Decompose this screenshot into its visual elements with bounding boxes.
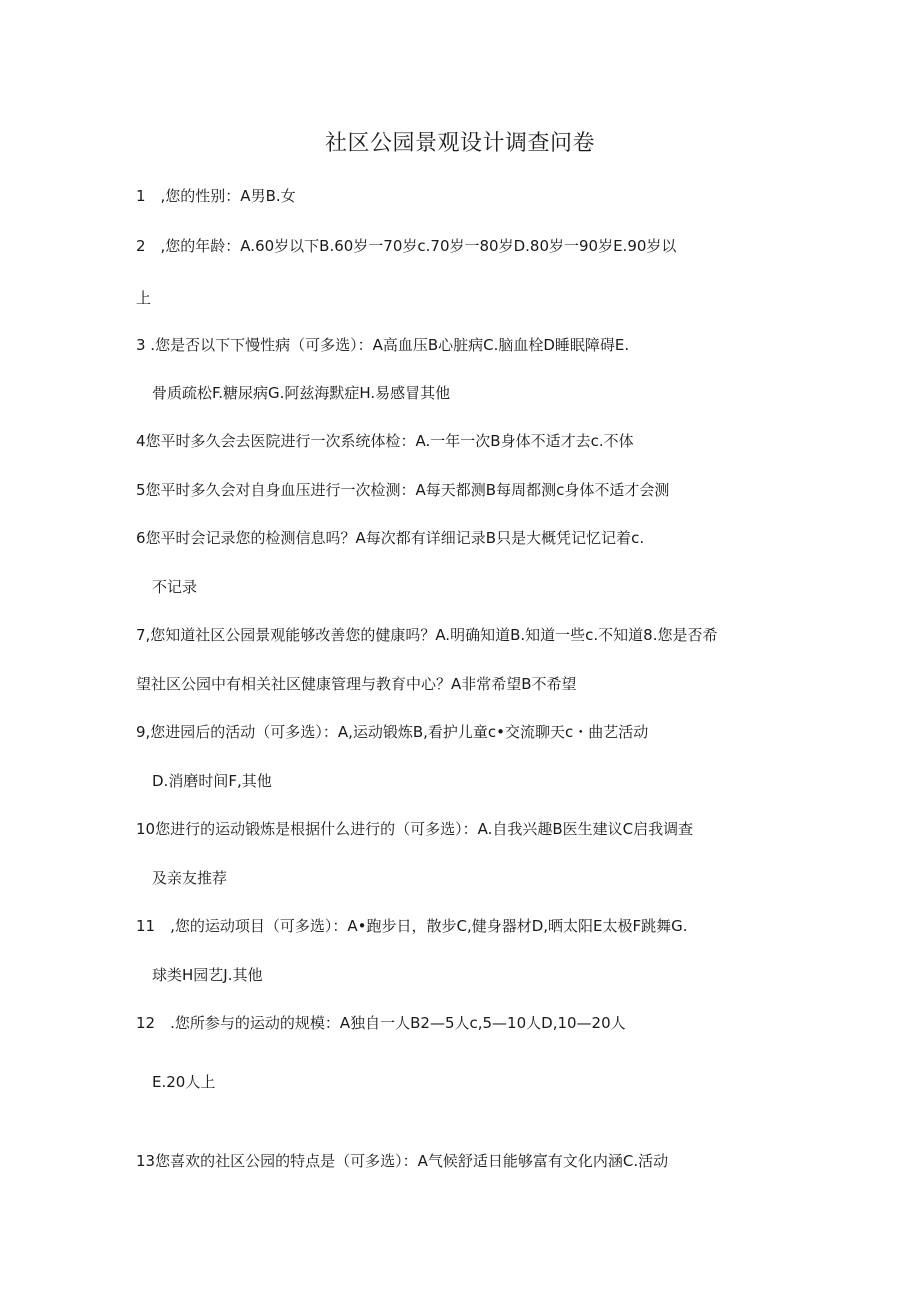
question-9: 9,您进园后的活动（可多选）：A,运动锻炼B,看护儿童c•交流聊天c・曲艺活动 — [136, 723, 649, 741]
question-2-continued: 上 — [136, 289, 152, 307]
question-10: 10您进行的运动锻炼是根据什么进行的（可多选）：A.自我兴趣B医生建议C启我调查 — [136, 820, 694, 838]
question-4: 4您平时多久会去医院进行一次系统体检：A.一年一次B身体不适才去c.不体 — [136, 432, 634, 450]
question-3: 3 .您是否以下下慢性病（可多选）：A高血压B心脏病C.脑血栓D睡眠障碍E. — [136, 336, 630, 354]
question-2: 2 ,您的年龄：A.60岁以下B.60岁一70岁c.70岁一80岁D.80岁一90岁E.90岁以 — [136, 237, 677, 255]
question-9-continued: D.消磨时间F,其他 — [152, 772, 272, 790]
question-7: 7,您知道社区公园景观能够改善您的健康吗？A.明确知道B.知道一些c.不知道8.您是否希 — [136, 626, 718, 644]
question-5: 5您平时多久会对自身血压进行一次检测：A每天都测B每周都测c身体不适才会测 — [136, 481, 670, 499]
question-13: 13您喜欢的社区公园的特点是（可多选）：A气候舒适日能够富有文化内涵C.活动 — [136, 1152, 669, 1170]
question-3-continued: 骨质疏松F.糖尿病G.阿兹海默症H.易感冒其他 — [152, 384, 451, 402]
question-11-continued: 球类H园艺J.其他 — [152, 966, 263, 984]
question-12: 12 .您所参与的运动的规模：A独自一人B2—5人c,5—10人D,10—20人 — [136, 1014, 626, 1032]
question-6-continued: 不记录 — [152, 578, 198, 596]
question-8-continued: 望社区公园中有相关社区健康管理与教育中心？A非常希望B不希望 — [136, 675, 577, 693]
question-1: 1 ,您的性别：A男B.女 — [136, 187, 296, 205]
question-12-continued: E.20人上 — [152, 1073, 216, 1091]
question-6: 6您平时会记录您的检测信息吗？A每次都有详细记录B只是大概凭记忆记着c. — [136, 529, 645, 547]
question-10-continued: 及亲友推荐 — [152, 869, 228, 887]
question-11: 11 ,您的运动项目（可多选）：A•跑步日，散步C,健身器材D,晒太阳E太极F跳舞G. — [136, 917, 688, 935]
page-title: 社区公园景观设计调查问卷 — [324, 131, 595, 156]
